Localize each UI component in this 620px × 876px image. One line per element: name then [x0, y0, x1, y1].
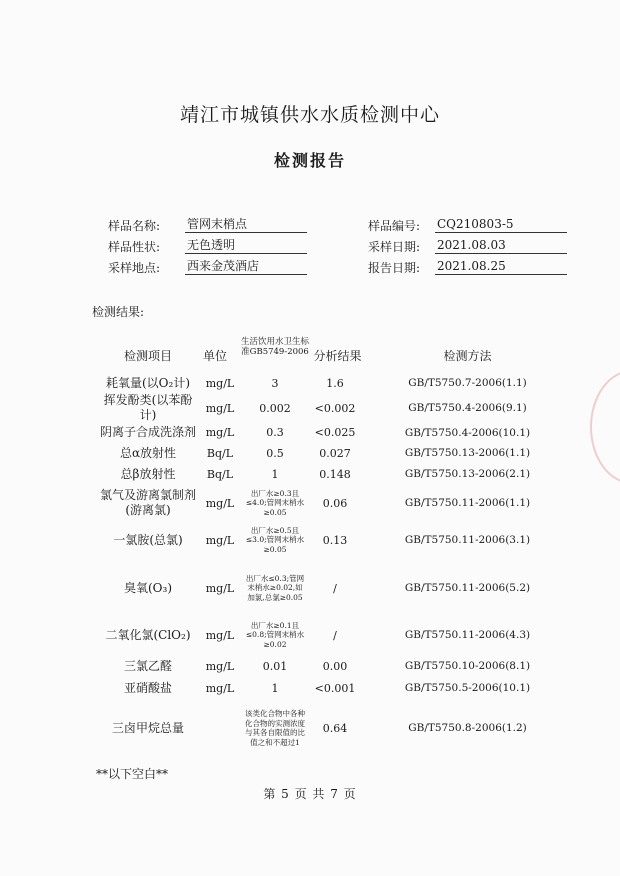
sample-no-label: 样品编号:: [367, 219, 420, 233]
row-item: 亚硝酸盐: [123, 680, 172, 695]
row-method: GB/T5750.7-2006(1.1): [408, 377, 527, 389]
row-standard: 1: [271, 467, 279, 481]
row-result: /: [333, 628, 337, 642]
row-result: 0.148: [319, 467, 351, 481]
page-footer: 第 5 页 共 7 页: [263, 787, 357, 801]
row-standard: 3: [271, 376, 279, 390]
row-item: 臭氧(O₃): [123, 580, 172, 595]
row-item: 氯气及游离氯制剂(游离氯): [99, 488, 196, 517]
row-unit: mg/L: [205, 681, 235, 695]
table-row: [0, 443, 620, 463]
row-unit: Bq/L: [206, 446, 234, 460]
report-title: 检测报告: [273, 151, 346, 170]
row-item: 挥发酚类(以苯酚计): [103, 393, 193, 422]
sample-date-value: 2021.08.03: [435, 238, 567, 254]
row-unit: Bq/L: [206, 467, 234, 481]
row-result: <0.002: [314, 401, 356, 415]
row-result: 0.027: [319, 446, 351, 460]
row-item: 阴离子合成洗涤剂: [99, 425, 196, 439]
sample-date-label: 采样日期:: [367, 240, 420, 254]
sample-state-value: 无色透明: [185, 238, 307, 254]
row-method: GB/T5750.8-2006(1.2): [408, 722, 527, 734]
row-result: 0.13: [322, 533, 348, 547]
row-standard: 1: [271, 681, 279, 695]
row-result: 0.64: [322, 721, 348, 735]
row-unit: mg/L: [205, 496, 235, 510]
row-result: 0.06: [322, 496, 348, 510]
row-standard: 出厂水≥0.5且≤3.0;管网末梢水≥0.05: [245, 525, 305, 554]
row-unit: mg/L: [205, 659, 235, 673]
report-date-value: 2021.08.25: [435, 259, 567, 275]
sample-site-label: 采样地点:: [107, 261, 160, 275]
sample-site-value: 西来金茂酒店: [185, 259, 307, 275]
results-label: 检测结果:: [92, 305, 145, 319]
header-unit: 单位: [202, 349, 227, 363]
blank-below-note: **以下空白**: [96, 767, 169, 781]
row-standard: 0.01: [262, 659, 288, 673]
row-method: GB/T5750.13-2006(1.1): [404, 447, 531, 459]
row-item: 三卤甲烷总量: [111, 720, 184, 735]
row-unit: [200, 700, 240, 756]
table-row: [0, 700, 620, 756]
table-row: [0, 463, 620, 485]
table-row: [0, 394, 620, 422]
table-row: [0, 485, 620, 521]
row-standard: 0.002: [259, 401, 291, 415]
table-row: [0, 655, 620, 677]
sample-no-value: CQ210803-5: [435, 217, 567, 233]
table-row: [0, 677, 620, 699]
row-unit: mg/L: [205, 426, 235, 439]
row-unit: mg/L: [205, 628, 235, 642]
row-standard: 出厂水≤0.3;管网末梢水≥0.02,如加氯,总氯≥0.05: [245, 573, 305, 602]
header-standard: 生活饮用水卫生标准GB5749-2006: [240, 337, 309, 357]
row-item: 三氯乙醛: [123, 658, 172, 673]
row-standard: 0.5: [266, 446, 284, 460]
row-result: <0.001: [314, 681, 356, 695]
row-item: 耗氧量(以O₂计): [105, 375, 190, 390]
header-result: 分析结果: [313, 349, 362, 363]
table-row: [0, 617, 620, 653]
row-item: 总β放射性: [120, 466, 176, 481]
row-standard: 该类化合物中各种化合物的实测浓度与其各自限值的比值之和不超过1: [245, 709, 305, 747]
table-row: [0, 521, 620, 559]
row-result: /: [333, 581, 337, 595]
row-standard: 出厂水≥0.1且≤0.8;管网末梢水≥0.02: [245, 620, 305, 649]
row-result: <0.025: [314, 426, 356, 439]
row-method: GB/T5750.10-2006(8.1): [404, 660, 531, 672]
table-row: [0, 562, 620, 614]
row-unit: mg/L: [205, 376, 235, 390]
row-unit: mg/L: [205, 401, 235, 415]
header-item: 检测项目: [123, 349, 172, 363]
row-item: 总α放射性: [119, 445, 177, 460]
row-method: GB/T5750.5-2006(10.1): [404, 682, 531, 694]
row-result: 1.6: [326, 376, 344, 390]
sample-name-value: 管网末梢点: [185, 217, 307, 233]
row-method: GB/T5750.13-2006(2.1): [404, 468, 531, 480]
row-unit: mg/L: [205, 581, 235, 595]
row-item: 二氧化氯(ClO₂): [105, 627, 191, 642]
row-method: GB/T5750.11-2006(1.1): [404, 497, 531, 509]
row-method: GB/T5750.11-2006(4.3): [404, 629, 531, 641]
row-method: GB/T5750.11-2006(5.2): [404, 582, 531, 594]
sample-state-label: 样品性状:: [107, 240, 160, 254]
row-method: GB/T5750.11-2006(3.1): [404, 534, 531, 546]
row-standard: 出厂水≥0.3且≤4.0;管网末梢水≥0.05: [245, 488, 305, 517]
table-row: [0, 372, 620, 394]
report-date-label: 报告日期:: [367, 261, 420, 275]
row-standard: 0.3: [266, 426, 284, 439]
sample-name-label: 样品名称:: [107, 219, 160, 233]
row-method: GB/T5750.4-2006(10.1): [404, 426, 531, 439]
table-row: [0, 422, 620, 443]
header-method: 检测方法: [443, 349, 492, 363]
row-item: 一氯胺(总氯): [113, 532, 183, 547]
row-method: GB/T5750.4-2006(9.1): [408, 402, 527, 414]
row-result: 0.00: [322, 659, 348, 673]
org-title: 靖江市城镇供水水质检测中心: [179, 104, 440, 126]
row-unit: mg/L: [205, 533, 235, 547]
